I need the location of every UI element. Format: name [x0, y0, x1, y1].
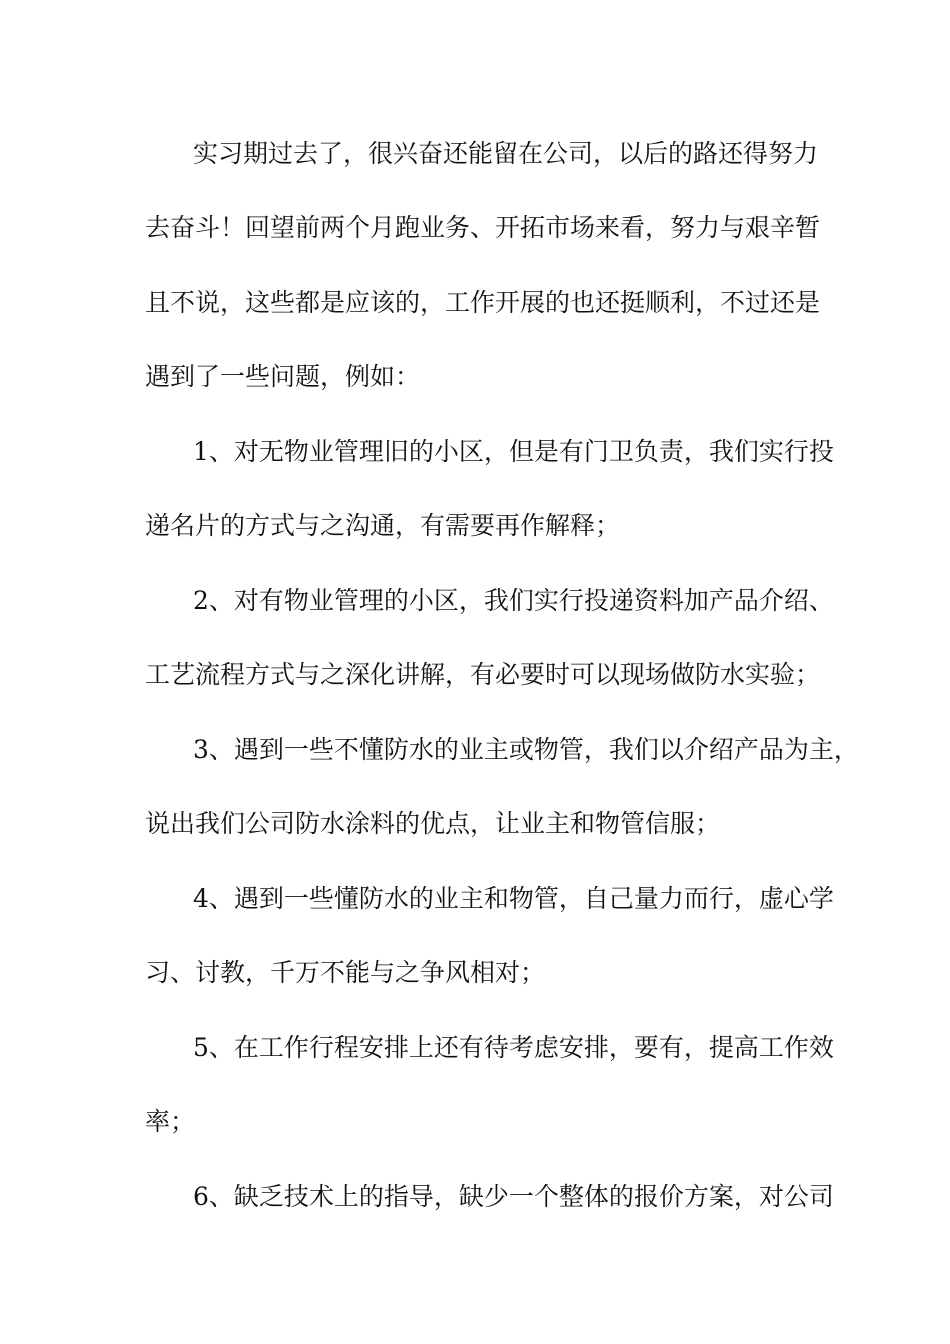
list-item-5-line-2: 率；	[145, 1107, 196, 1136]
list-item-3-line-2: 说出我们公司防水涂料的优点，让业主和物管信服；	[145, 809, 721, 838]
list-item-4-line-2: 习、讨教，千万不能与之争风相对；	[145, 958, 546, 987]
list-item-6-line-1: 6、缺乏技术上的指导，缺少一个整体的报价方案，对公司	[193, 1182, 834, 1211]
list-item-1-line-2: 递名片的方式与之沟通，有需要再作解释；	[145, 511, 621, 540]
list-item-4-line-1: 4、遇到一些懂防水的业主和物管，自己量力而行，虚心学	[193, 884, 834, 913]
paragraph-intro-line-2: 去奋斗！回望前两个月跑业务、开拓市场来看，努力与艰辛暂	[145, 213, 821, 242]
paragraph-intro-line-4: 遇到了一些问题，例如：	[145, 362, 421, 391]
paragraph-intro-line-1: 实习期过去了，很兴奋还能留在公司，以后的路还得努力	[193, 139, 819, 168]
list-item-2-line-2: 工艺流程方式与之深化讲解，有必要时可以现场做防水实验；	[145, 660, 821, 689]
list-item-2-line-1: 2、对有物业管理的小区，我们实行投递资料加产品介绍、	[193, 586, 834, 615]
list-item-1-line-1: 1、对无物业管理旧的小区，但是有门卫负责，我们实行投	[193, 437, 834, 466]
list-item-3-line-1: 3、遇到一些不懂防水的业主或物管，我们以介绍产品为主，	[193, 735, 859, 764]
list-item-5-line-1: 5、在工作行程安排上还有待考虑安排，要有，提高工作效	[193, 1033, 834, 1062]
paragraph-intro-line-3: 且不说，这些都是应该的，工作开展的也还挺顺利，不过还是	[145, 288, 821, 317]
